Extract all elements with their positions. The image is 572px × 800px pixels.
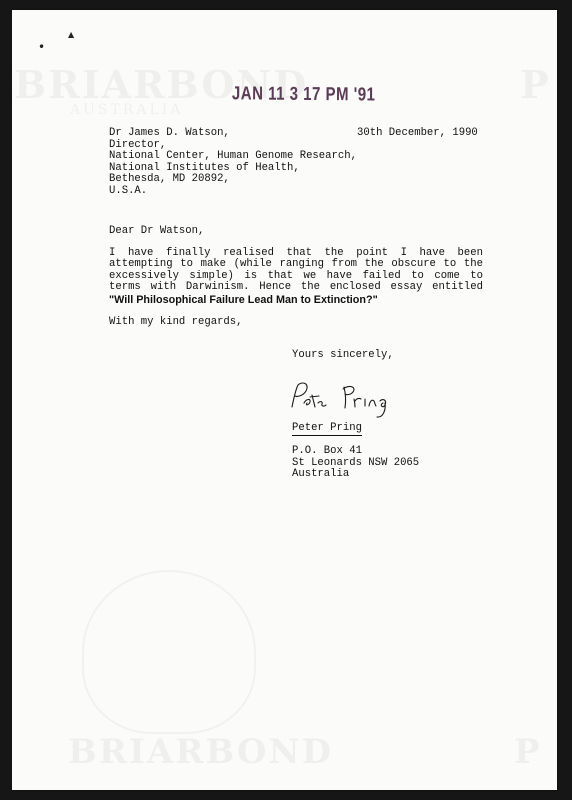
sign-off: Yours sincerely,	[292, 349, 394, 361]
received-date-stamp: JAN 11 3 17 PM '91	[231, 83, 376, 106]
footer-watermark	[68, 732, 333, 772]
letter-date: 30th December, 1990	[357, 127, 478, 139]
watermark-crest	[82, 570, 256, 734]
body-paragraph	[109, 248, 483, 294]
sender-address-line: P.O. Box 41	[292, 445, 362, 457]
body-line: excessively simple) is that we have failed to come to	[109, 269, 483, 282]
letterhead-watermark-subtitle	[70, 102, 183, 118]
sender-address	[292, 446, 419, 481]
recipient-line: National Center, Human Genome Research,	[109, 150, 357, 163]
body-line: attempting to make (while ranging from the obscure to the	[109, 258, 483, 271]
punch-mark: •	[38, 40, 46, 54]
body-line: I have finally realised that the point I have been	[109, 247, 483, 259]
recipient-line: U.S.A.	[109, 184, 148, 197]
essay-title: "Will Philosophical Failure Lead Man to Extinction?"	[109, 294, 378, 306]
recipient-line: Dr James D. Watson,	[109, 127, 230, 139]
salutation: Dear Dr Watson,	[109, 225, 205, 237]
closing-regards: With my kind regards,	[109, 316, 243, 328]
recipient-line: Director,	[109, 138, 167, 151]
letterhead-watermark-corner	[520, 62, 551, 107]
handwritten-signature	[288, 377, 398, 423]
recipient-address	[109, 128, 357, 198]
sender-address-line: St Leonards NSW 2065	[292, 456, 420, 469]
sender-name: Peter Pring	[292, 422, 362, 434]
footer-watermark-corner	[514, 732, 542, 772]
body-line: terms with Darwinism. Hence the enclosed essay entitled	[109, 281, 483, 294]
sender-address-line: Australia	[292, 468, 350, 481]
recipient-line: National Institutes of Health,	[109, 161, 300, 174]
letter-page	[12, 10, 557, 790]
punch-mark-small: ▲	[68, 30, 75, 39]
recipient-line: Bethesda, MD 20892,	[109, 173, 230, 186]
